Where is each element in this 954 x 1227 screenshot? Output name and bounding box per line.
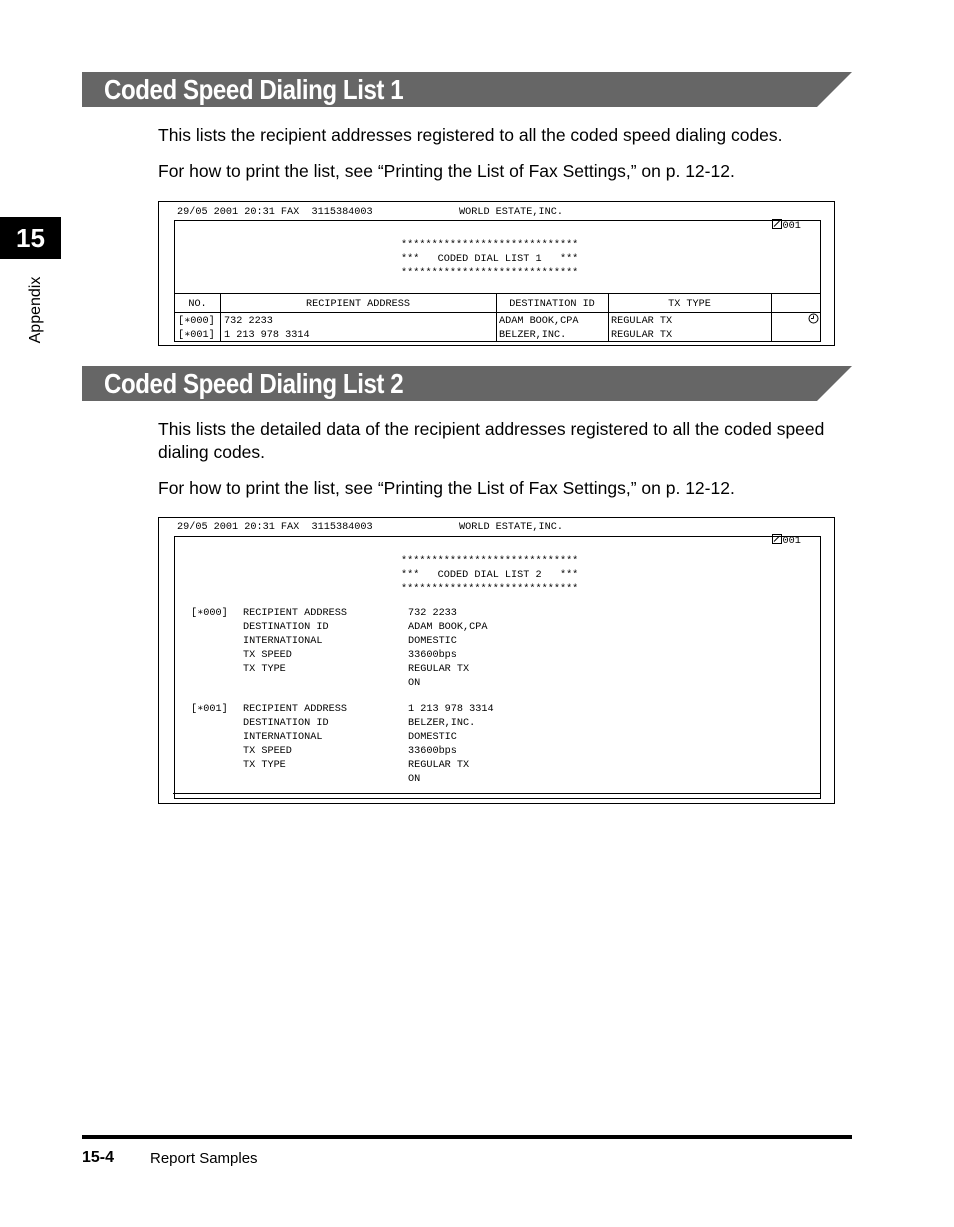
section-paragraph: For how to print the list, see “Printing the List of Fax Settings,” on p. 12-12. — [158, 161, 735, 181]
field-value: DOMESTIC — [408, 732, 457, 743]
section-paragraph: For how to print the list, see “Printing the List of Fax Settings,” on p. 12-12. — [158, 478, 735, 498]
column-header-no: NO. — [188, 299, 207, 310]
column-header-address: RECIPIENT ADDRESS — [306, 299, 410, 310]
field-value: ON — [408, 678, 421, 689]
row-address: 1 213 978 3314 — [224, 330, 310, 341]
row-tx-type: REGULAR TX — [611, 330, 673, 341]
report-sample-1 — [158, 201, 835, 346]
report-bottom-rule — [173, 793, 820, 794]
section-title: Coded Speed Dialing List 1 — [104, 74, 404, 105]
field-label: INTERNATIONAL — [243, 636, 323, 647]
page-number-text: 001 — [782, 221, 801, 232]
list-banner-stars-bottom: ***************************** — [401, 584, 579, 595]
row-destination: BELZER,INC. — [499, 330, 567, 341]
footer-section-title: Report Samples — [150, 1150, 258, 1167]
table-top-rule — [175, 293, 820, 294]
chapter-tab — [0, 217, 61, 259]
section-banner-1 — [82, 72, 852, 107]
field-label: RECIPIENT ADDRESS — [243, 608, 347, 619]
field-value: 1 213 978 3314 — [408, 704, 494, 715]
list-banner-title: *** CODED DIAL LIST 1 *** — [401, 254, 579, 265]
field-value: REGULAR TX — [408, 760, 470, 771]
section-paragraph: This lists the recipient addresses registered to all the coded speed dialing codes. — [158, 125, 783, 145]
list-banner-stars-top: ***************************** — [401, 240, 579, 251]
row-no: [∗001] — [178, 330, 215, 341]
footer-rule — [82, 1135, 852, 1139]
report-sample-2 — [158, 517, 835, 804]
field-label: DESTINATION ID — [243, 718, 329, 729]
list-banner-stars-top: ***************************** — [401, 556, 579, 567]
field-label: TX SPEED — [243, 746, 292, 757]
field-value: DOMESTIC — [408, 636, 457, 647]
footer-page-number: 15-4 — [82, 1149, 115, 1166]
field-label: RECIPIENT ADDRESS — [243, 704, 347, 715]
column-header-tx-type: TX TYPE — [668, 299, 711, 310]
section-banner-2 — [82, 366, 852, 401]
field-value: ADAM BOOK,CPA — [408, 622, 488, 633]
report-header-left: 29/05 2001 20:31 FAX 3115384003 — [177, 522, 373, 533]
field-value: BELZER,INC. — [408, 718, 476, 729]
field-label: INTERNATIONAL — [243, 732, 323, 743]
clock-icon — [808, 313, 819, 324]
chapter-label: Appendix — [27, 276, 44, 344]
section-title: Coded Speed Dialing List 2 — [104, 368, 404, 399]
column-header-time — [771, 296, 820, 313]
field-value: REGULAR TX — [408, 664, 470, 675]
report-header-left: 29/05 2001 20:31 FAX 3115384003 — [177, 207, 373, 218]
row-tx-type: REGULAR TX — [611, 316, 673, 327]
row-no: [∗000] — [178, 316, 215, 327]
report-list-frame — [174, 536, 821, 799]
page-number-text: 001 — [782, 536, 801, 547]
list-banner-stars-bottom: ***************************** — [401, 268, 579, 279]
field-label: TX TYPE — [243, 664, 286, 675]
list-banner-title: *** CODED DIAL LIST 2 *** — [401, 570, 579, 581]
field-label: TX TYPE — [243, 760, 286, 771]
chapter-number: 15 — [16, 222, 45, 253]
section-paragraph: This lists the detailed data of the recipient addresses registered to all the coded speed dialing codes. — [158, 419, 825, 462]
row-address: 732 2233 — [224, 316, 273, 327]
field-label: DESTINATION ID — [243, 622, 329, 633]
report-list-frame — [174, 220, 821, 342]
column-header-destination: DESTINATION ID — [509, 299, 595, 310]
report-header-center: WORLD ESTATE,INC. — [459, 207, 563, 218]
field-value: 33600bps — [408, 650, 457, 661]
field-value: 33600bps — [408, 746, 457, 757]
row-destination: ADAM BOOK,CPA — [499, 316, 579, 327]
entry-code: [∗001] — [191, 704, 228, 715]
report-header-center: WORLD ESTATE,INC. — [459, 522, 563, 533]
field-value: 732 2233 — [408, 608, 457, 619]
entry-code: [∗000] — [191, 608, 228, 619]
field-value: ON — [408, 774, 421, 785]
field-label: TX SPEED — [243, 650, 292, 661]
